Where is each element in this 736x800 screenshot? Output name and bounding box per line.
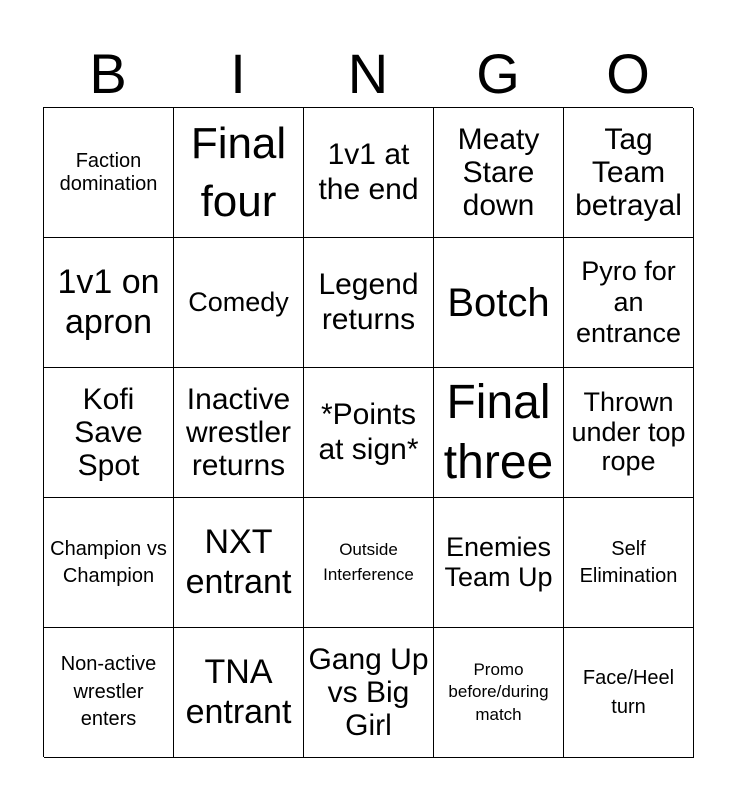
bingo-cell-r2c4[interactable]: Botch <box>434 238 564 368</box>
bingo-cell-r1c2[interactable]: Final four <box>174 108 304 238</box>
bingo-cell-r3c5[interactable]: Thrown under top rope <box>564 368 694 498</box>
bingo-cell-r4c5[interactable]: Self Elimination <box>564 498 694 628</box>
bingo-cell-r3c2[interactable]: Inactive wrestler returns <box>174 368 304 498</box>
header-letter-g: G <box>476 42 520 105</box>
header-letter-b: B <box>89 42 127 105</box>
bingo-cell-r3c3[interactable]: *Points at sign* <box>304 368 434 498</box>
bingo-card-grid <box>43 107 693 757</box>
bingo-cell-r1c5[interactable]: Tag Team betrayal <box>564 108 694 238</box>
bingo-cell-r3c1[interactable]: Kofi Save Spot <box>44 368 174 498</box>
bingo-cell-r5c1[interactable]: Non-active wrestler enters <box>44 628 174 758</box>
bingo-cell-r5c2[interactable]: TNA entrant <box>174 628 304 758</box>
bingo-cell-r2c3[interactable]: Legend returns <box>304 238 434 368</box>
bingo-cell-r4c2[interactable]: NXT entrant <box>174 498 304 628</box>
bingo-cell-r4c3[interactable]: Outside Interference <box>304 498 434 628</box>
header-letter-i: I <box>230 42 246 105</box>
header-letter-n: N <box>347 42 389 105</box>
bingo-cell-r5c3[interactable]: Gang Up vs Big Girl <box>304 628 434 758</box>
bingo-cell-r1c3[interactable]: 1v1 at the end <box>304 108 434 238</box>
bingo-cell-r1c4[interactable]: Meaty Stare down <box>434 108 564 238</box>
bingo-cell-r5c5[interactable]: Face/Heel turn <box>564 628 694 758</box>
bingo-cell-r2c1[interactable]: 1v1 on apron <box>44 238 174 368</box>
bingo-cell-r4c4[interactable]: Enemies Team Up <box>434 498 564 628</box>
bingo-header <box>43 40 693 108</box>
bingo-cell-r3c4[interactable]: Final three <box>434 368 564 498</box>
header-letter-o: O <box>606 42 650 105</box>
bingo-cell-r1c1[interactable]: Faction domination <box>44 108 174 238</box>
bingo-cell-r5c4[interactable]: Promo before/during match <box>434 628 564 758</box>
bingo-cell-r2c5[interactable]: Pyro for an entrance <box>564 238 694 368</box>
bingo-cell-r4c1[interactable]: Champion vs Champion <box>44 498 174 628</box>
bingo-cell-r2c2[interactable]: Comedy <box>174 238 304 368</box>
